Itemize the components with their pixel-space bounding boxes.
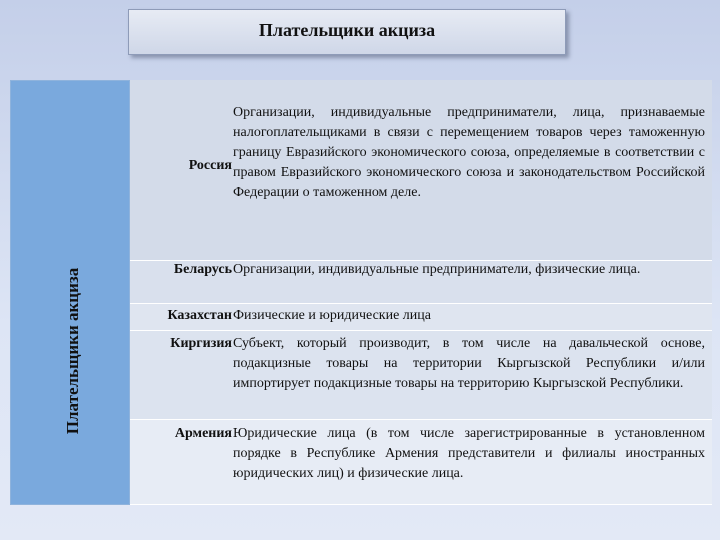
country-cell: Казахстан [167,308,232,323]
title-box [128,9,566,55]
description-cell: Физические и юридические лица [233,308,431,323]
description-cell: Организации, индивидуальные предприниматели, физические лица. [233,262,641,277]
description-cell: Субъект, который производит, в том числе на давальческой основе, подакцизные товары на территории Кыргызской Республики и/или импортирует подакцизные товары на территорию Кыргызской Республики. [233,336,705,391]
side-label: Плательщики акциза [63,267,82,435]
description-cell: Юридические лица (в том числе зарегистрированные в установленном порядке в Республике Армения представители и филиалы иностранных юридических лиц) и физические лица. [233,426,705,481]
payers-table [130,80,712,505]
side-panel [10,80,130,505]
country-cell: Россия [188,158,232,173]
country-cell: Киргизия [170,336,232,351]
table-row [130,304,712,331]
description-cell: Организации, индивидуальные предприниматели, лица, признаваемые налогоплательщиками в связи с перемещением товаров через таможенную границу Евразийского экономического союза, определяемые в соответствии с правом Евразийского экономического союза и законодательством Российской Федерации о таможенном деле. [233,105,705,200]
table-row [130,80,712,261]
table-row [130,331,712,420]
table-row [130,261,712,304]
page-title: Плательщики акциза [258,19,436,40]
country-cell: Беларусь [173,262,232,277]
table-row [130,420,712,505]
country-cell: Армения [174,426,232,441]
